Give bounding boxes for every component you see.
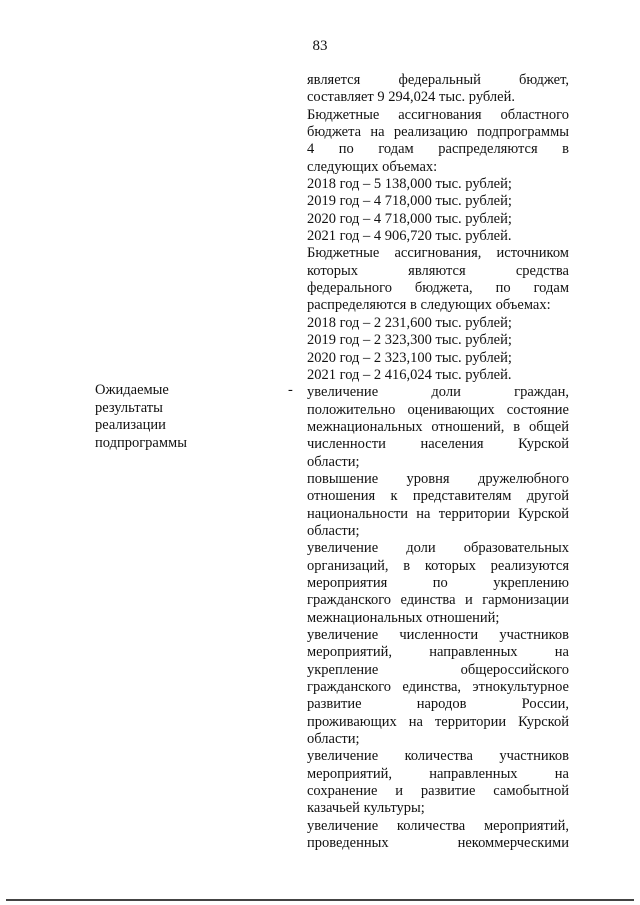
text-line: является федеральный бюджет, xyxy=(307,72,569,88)
text-line: 2021 год – 2 416,024 тыс. рублей. xyxy=(307,366,512,383)
text-line: следующих объемах: xyxy=(307,158,438,175)
text-line: положительно оценивающих состояние xyxy=(307,401,569,418)
text-line: укрепление общероссийского xyxy=(307,661,569,678)
text-line: мероприятий, направленных на xyxy=(307,644,569,661)
text-line: организаций, в которых реализуются xyxy=(307,557,569,574)
text-line: увеличение доли образовательных xyxy=(307,540,569,557)
text-line: мероприятий, направленных на xyxy=(307,765,569,782)
text-line: 2021 год – 4 906,720 тыс. рублей. xyxy=(307,228,512,245)
text-line: проведенных некоммерческими xyxy=(307,835,569,852)
text-line: увеличение доли граждан, xyxy=(307,384,569,401)
text-line: 2020 год – 4 718,000 тыс. рублей; xyxy=(307,210,512,227)
text-line: увеличение численности участников xyxy=(307,627,569,643)
text-line: сохранение и развитие самобытной xyxy=(307,783,569,800)
text-line: мероприятия по укреплению xyxy=(307,574,569,591)
section-label-line: реализации xyxy=(95,417,166,433)
text-line: 2019 год – 2 323,300 тыс. рублей; xyxy=(307,332,512,349)
bottom-border-line xyxy=(6,899,634,901)
text-line: распределяются в следующих объемах: xyxy=(307,297,551,314)
text-line: развитие народов России, xyxy=(307,696,569,713)
text-line: бюджета на реализацию подпрограммы xyxy=(307,124,569,141)
text-line: проживающих на территории Курской xyxy=(307,713,569,730)
text-line: области; xyxy=(307,731,360,748)
text-line: отношения к представителям другой xyxy=(307,488,569,505)
text-line: которых являются средства xyxy=(307,262,569,279)
text-line: межнациональных отношений; xyxy=(307,609,500,626)
section-label-line: Ожидаемые xyxy=(95,382,169,398)
text-line: гражданского единства и гармонизации xyxy=(307,592,569,609)
section-label xyxy=(95,382,245,452)
body-text-column xyxy=(307,72,569,852)
text-line: казачьей культуры; xyxy=(307,800,425,817)
text-line: увеличение количества участников xyxy=(307,748,569,765)
text-line: составляет 9 294,024 тыс. рублей. xyxy=(307,89,515,106)
text-line: 2019 год – 4 718,000 тыс. рублей; xyxy=(307,193,512,210)
text-line: федерального бюджета, по годам xyxy=(307,280,569,297)
text-line: национальности на территории Курской xyxy=(307,505,569,522)
text-line: области; xyxy=(307,453,360,470)
text-line: повышение уровня дружелюбного xyxy=(307,470,569,487)
text-line: 4 по годам распределяются в xyxy=(307,141,569,158)
text-line: Бюджетные ассигнования областного xyxy=(307,106,569,123)
text-line: увеличение количества мероприятий, xyxy=(307,817,569,834)
text-line: гражданского единства, этнокультурное xyxy=(307,679,569,696)
text-line: межнациональных отношений, в общей xyxy=(307,418,569,435)
text-line: 2018 год – 5 138,000 тыс. рублей; xyxy=(307,176,512,193)
text-line: 2018 год – 2 231,600 тыс. рублей; xyxy=(307,314,512,331)
text-line: численности населения Курской xyxy=(307,436,569,453)
section-label-line: результаты xyxy=(95,399,163,416)
text-line: 2020 год – 2 323,100 тыс. рублей; xyxy=(307,349,512,366)
text-line: Бюджетные ассигнования, источником xyxy=(307,245,569,262)
section-dash: - xyxy=(288,382,293,398)
section-label-line: подпрограммы xyxy=(95,434,187,451)
text-line: области; xyxy=(307,522,360,539)
page-number: 83 xyxy=(312,38,328,54)
